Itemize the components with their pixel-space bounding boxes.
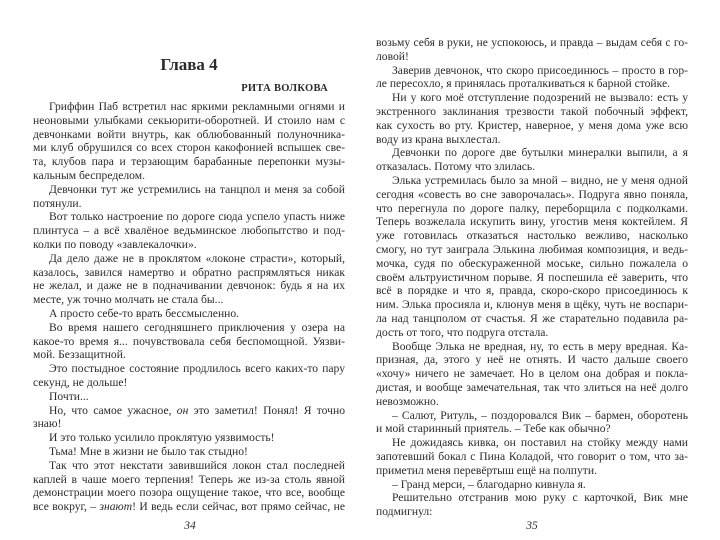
text-segment: какое-то время я... почувствовала себя беспомощной. Уязви- [33,334,345,348]
text-line [376,188,688,202]
text-segment: Девчонки по дороге две бутылки минералки выпили, а я [392,146,688,160]
text-line [33,473,345,487]
text-segment: девчонками войти внутрь, как облюбованный полуночника- [33,127,345,141]
text-segment: ла над танцполом от счастья. Я же старательно подавила ра- [376,311,688,325]
text-segment: секунд, не дольше! [33,375,128,389]
text-segment: Да дело даже не в проклятом «локоне страсти», который, [49,251,345,265]
text-line [376,160,688,174]
text-segment: Заверив девчонок, что скоро присоединюсь – просто в гор- [392,63,688,77]
text-line [376,215,688,229]
italic-emphasis: знают [99,500,133,514]
text-line [33,141,345,155]
text-segment: Девчонки тут же устремились на танцпол и меня за собой [49,182,345,196]
text-line [376,91,688,105]
text-line [376,381,688,395]
text-segment: смогу, но тут заиграла Элькина любимая композиция, и ведь- [376,242,688,256]
text-line [376,146,688,160]
text-segment: Вот только настроение по дороге сюда успело упасть ниже [49,210,345,224]
text-line [376,50,688,64]
chapter-title: Глава 4 [160,55,218,74]
text-line [33,376,345,390]
text-segment: А просто себе-то врать бессмысленно. [49,306,240,320]
text-segment: – Гранд мерси, – благодарно кивнула я. [392,477,586,491]
text-line [33,335,345,349]
text-segment: и мой старинный приятель. – Тебе как обычно? [376,422,611,436]
text-line [376,326,688,340]
text-segment: каплей в чаше моего терпения! Теперь же из-за столь явной [33,472,345,486]
text-segment: И это только усилило проклятую уязвимость! [49,431,275,445]
text-segment: казалось, завился намертво и обратно распрямляться никак [33,265,345,279]
text-line [376,36,688,50]
text-line [33,266,345,280]
text-line [33,486,345,500]
text-line [33,362,345,376]
text-segment: дистая, и вообще замечательная, так что злиться на неё долго [376,380,688,394]
text-line [33,348,345,362]
text-segment: Решительно отстранив мою руку с карточкой, Вик мне [392,491,688,505]
text-segment: – Салют, Ритуль, – поздоровался Вик – бармен, оборотень [392,408,688,422]
text-line [33,390,345,404]
text-line [33,155,345,169]
text-line [33,169,345,183]
text-line [376,271,688,285]
author-heading: РИТА ВОЛКОВА [241,83,328,94]
text-segment: Ни у кого моё отступление подозрений не вызвало: есть у [392,91,688,105]
text-line [33,128,345,142]
text-segment: «хочу» ничего не замечает. Но в целом она добрая и покла- [376,367,688,381]
text-line [376,174,688,188]
text-line [376,64,688,78]
text-segment: знаю! [33,417,62,431]
text-segment: это заметил! Понял! Я точно [188,403,345,417]
text-segment: запотевший бокал с Пина Коладой, что говорит о том, что за- [376,449,688,463]
text-line [33,224,345,238]
text-segment: все вокруг, – [33,500,100,514]
text-segment: приметил меня перевёртыш ещё на полпути. [376,463,597,477]
text-line [33,307,345,321]
text-line [376,409,688,423]
text-segment: колки по поводу «завлекалочки». [33,237,197,251]
text-segment: уже готовилась отказаться настолько вежливо, насколько [376,229,688,243]
text-segment: Так что этот некстати завившийся локон стал последней [49,458,345,472]
text-line [376,257,688,271]
page-number-right: 35 [526,520,538,532]
text-line [376,491,688,505]
text-line [33,210,345,224]
text-segment: месте, уж точно молчать не стала бы... [33,293,224,307]
text-segment: экстренного заклинания трезвости такой побочный эффект, [376,104,688,118]
italic-emphasis: он [176,403,189,417]
text-segment: ми клуб обрушился со всех сторон какофонией вспышек све- [33,141,345,155]
text-segment: невозможно. [376,394,439,408]
text-segment: Но, что самое ужасное, [49,403,177,417]
text-segment: Не дожидаясь кивка, он поставил на стойку между нами [392,436,688,450]
text-line [33,183,345,197]
text-segment: ним. Элька просияла и, клюнув меня в щёку, чуть не воспари- [376,298,688,312]
right-page-text [376,36,688,519]
text-line [33,431,345,445]
text-line [33,500,345,514]
text-segment: ! И ведь если сейчас, вот прямо сейчас, не [132,500,345,514]
text-segment: не желал, и даже не в подначивании девчонок: будь я на их [33,279,345,293]
text-segment: мочка, судя по обескураженной моське, сильно пожалела о [376,256,688,270]
text-segment: своём альтруистичном порыве. Я поспешила её заверить, что [376,270,688,284]
text-segment: сегодня «совесть во сне заворочалась». Подруга явно поняла, [376,187,688,201]
text-segment: кальным беспределом. [33,168,145,182]
text-line [376,367,688,381]
text-segment: та, клубов пара и терзающим барабанные перепонки музы- [33,155,345,169]
text-line [33,321,345,335]
text-line [376,505,688,519]
text-line [33,417,345,431]
text-segment: Элька устремилась было за мной – видно, не у меня одной [392,173,688,187]
text-segment: плинтуса – а всё хвалёное ведьминское любопытство и под- [33,224,345,238]
text-segment: возьму себя в руки, не успокоюсь, и правда – выдам себя с го- [376,36,688,49]
text-segment: что перегнула по дороге палку, переборщила с подколками. [376,201,688,215]
text-line [376,284,688,298]
text-segment: мой. Беззащитной. [33,348,126,362]
text-segment: Во время нашего сегодняшнего приключения у озера на [49,320,345,334]
text-segment: Тьма! Мне в жизни не было так стыдно! [49,444,248,458]
text-segment: ловой! [376,49,409,63]
left-page-text [33,100,345,514]
text-line [376,312,688,326]
text-line [376,243,688,257]
text-line [376,202,688,216]
text-line [33,197,345,211]
text-segment: подмигнул: [376,505,433,519]
text-line [376,119,688,133]
text-line [376,436,688,450]
text-line [33,252,345,266]
text-line [376,133,688,147]
text-line [376,229,688,243]
text-line [376,298,688,312]
text-segment: отказалась. Потому что злилась. [376,160,536,174]
text-line [376,422,688,436]
text-segment: ле пересохло, я принялась проталкиваться к барной стойке. [376,77,671,91]
text-segment: Это постыдное состояние продлилось всего каких-то пару [49,362,345,376]
text-segment: воду из крана выхлестал. [376,132,501,146]
text-line [33,445,345,459]
text-segment: призная, да, этого у неё не отнять. И часто дальше своего [376,353,688,367]
text-segment: демонстрации моего позора ощущение такое, что все, вообще [33,486,345,500]
text-line [33,404,345,418]
text-line [376,353,688,367]
text-line [33,279,345,293]
text-line [376,450,688,464]
text-segment: как сухость во рту. Кристер, наверное, у меня дома уже всю [376,118,688,132]
text-line [33,100,345,114]
text-segment: дость от того, что подруга отстала. [376,325,549,339]
text-segment: всё в порядке и что я, правда, скоро-скоро присоединюсь к [376,284,688,298]
text-line [376,478,688,492]
text-segment: неоновыми улыбками секьюрити-оборотней. И стоило нам с [33,113,345,127]
page-number-left: 34 [184,520,196,532]
text-segment: Вообще Элька не вредная, ну, то есть в меру вредная. Ка- [392,339,688,353]
text-line [33,238,345,252]
text-line [33,293,345,307]
text-line [33,459,345,473]
text-line [33,114,345,128]
text-segment: Теперь возжелала искупить вину, угостив меня коктейлем. Я [376,215,688,229]
text-line [376,464,688,478]
text-line [376,395,688,409]
text-line [376,340,688,354]
text-segment: Почти... [49,389,89,403]
text-line [376,105,688,119]
text-line [376,77,688,91]
text-segment: Гриффин Паб встретил нас яркими рекламными огнями и [49,100,345,113]
text-segment: потянули. [33,196,82,210]
